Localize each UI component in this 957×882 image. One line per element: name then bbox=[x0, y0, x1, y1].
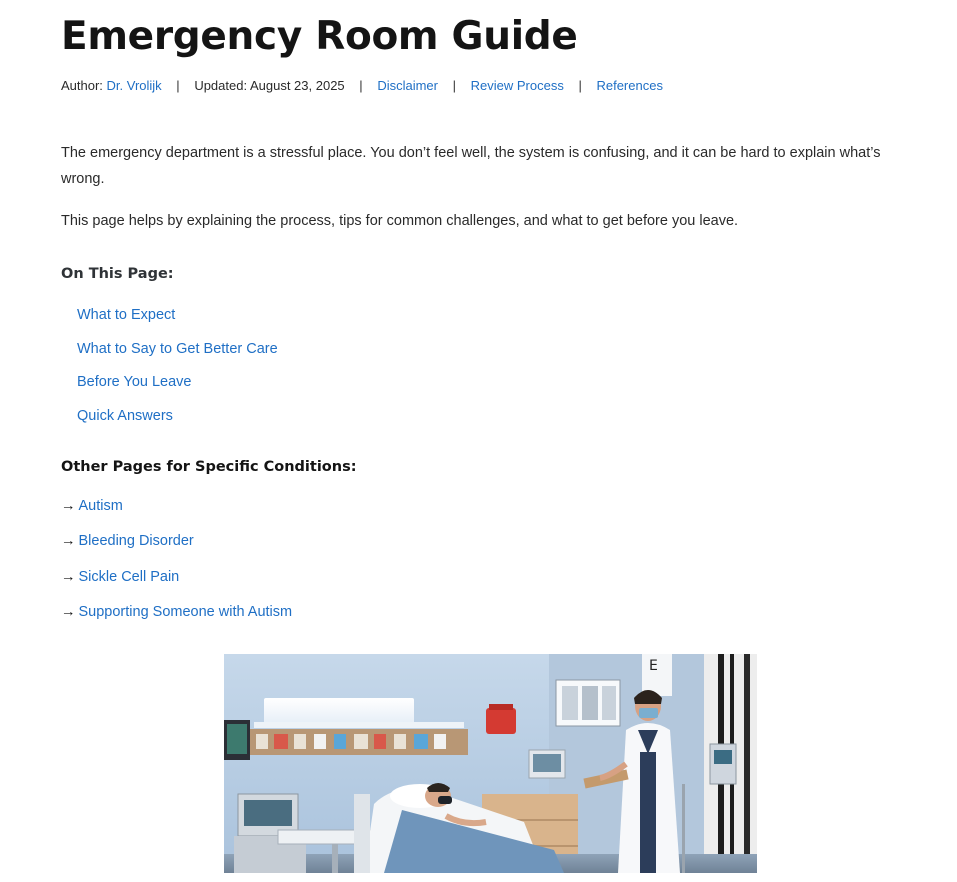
list-item bbox=[61, 495, 292, 530]
updated-date: Updated: August 23, 2025 bbox=[194, 78, 345, 93]
intro-paragraph: The emergency department is a stressful place. You don’t feel well, the system is confusing, and it can be hard to explain what’s wrong. bbox=[61, 145, 881, 187]
intro-paragraph: This page helps by explaining the process, tips for common challenges, and what to get before you leave. bbox=[61, 213, 739, 229]
article-meta bbox=[61, 78, 663, 93]
arrow-right-icon: → bbox=[61, 568, 76, 585]
other-link-autism[interactable]: Autism bbox=[78, 498, 123, 514]
toc-item bbox=[77, 405, 278, 439]
meta-separator: | bbox=[578, 78, 582, 93]
toc-link-before-you-leave[interactable]: Before You Leave bbox=[77, 374, 192, 391]
other-link-bleeding-disorder[interactable]: Bleeding Disorder bbox=[78, 533, 194, 550]
meta-separator: | bbox=[452, 78, 456, 93]
meta-separator: | bbox=[359, 78, 363, 93]
other-pages-list bbox=[61, 495, 292, 636]
list-item bbox=[61, 566, 292, 601]
hero-image bbox=[224, 654, 757, 873]
meta-separator: | bbox=[176, 78, 180, 93]
list-item bbox=[61, 530, 292, 565]
disclaimer-link[interactable]: Disclaimer bbox=[377, 78, 438, 93]
other-pages-heading: Other Pages for Specific Conditions: bbox=[61, 459, 357, 475]
toc-link-quick-answers[interactable]: Quick Answers bbox=[77, 408, 173, 425]
svg-text:E: E bbox=[649, 658, 658, 674]
other-link-supporting-autism[interactable]: Supporting Someone with Autism bbox=[78, 603, 293, 620]
toc-item bbox=[77, 338, 278, 372]
arrow-right-icon: → bbox=[61, 533, 76, 550]
toc-item bbox=[77, 371, 278, 405]
toc-item bbox=[77, 304, 278, 338]
references-link[interactable]: References bbox=[596, 78, 663, 93]
intro-text bbox=[61, 140, 926, 250]
author-prefix: Author: bbox=[61, 78, 107, 93]
review-process-link[interactable]: Review Process bbox=[470, 78, 564, 93]
toc-link-what-to-expect[interactable]: What to Expect bbox=[77, 307, 176, 323]
other-link-sickle-cell[interactable]: Sickle Cell Pain bbox=[78, 568, 180, 585]
arrow-right-icon: → bbox=[61, 603, 76, 620]
author-link[interactable]: Dr. Vrolijk bbox=[106, 78, 162, 93]
toc-link-what-to-say[interactable]: What to Say to Get Better Care bbox=[77, 340, 278, 357]
toc-heading: On This Page: bbox=[61, 266, 174, 282]
toc-list bbox=[77, 304, 278, 439]
page-title: Emergency Room Guide bbox=[61, 14, 578, 59]
arrow-right-icon: → bbox=[61, 498, 76, 514]
list-item bbox=[61, 601, 292, 636]
